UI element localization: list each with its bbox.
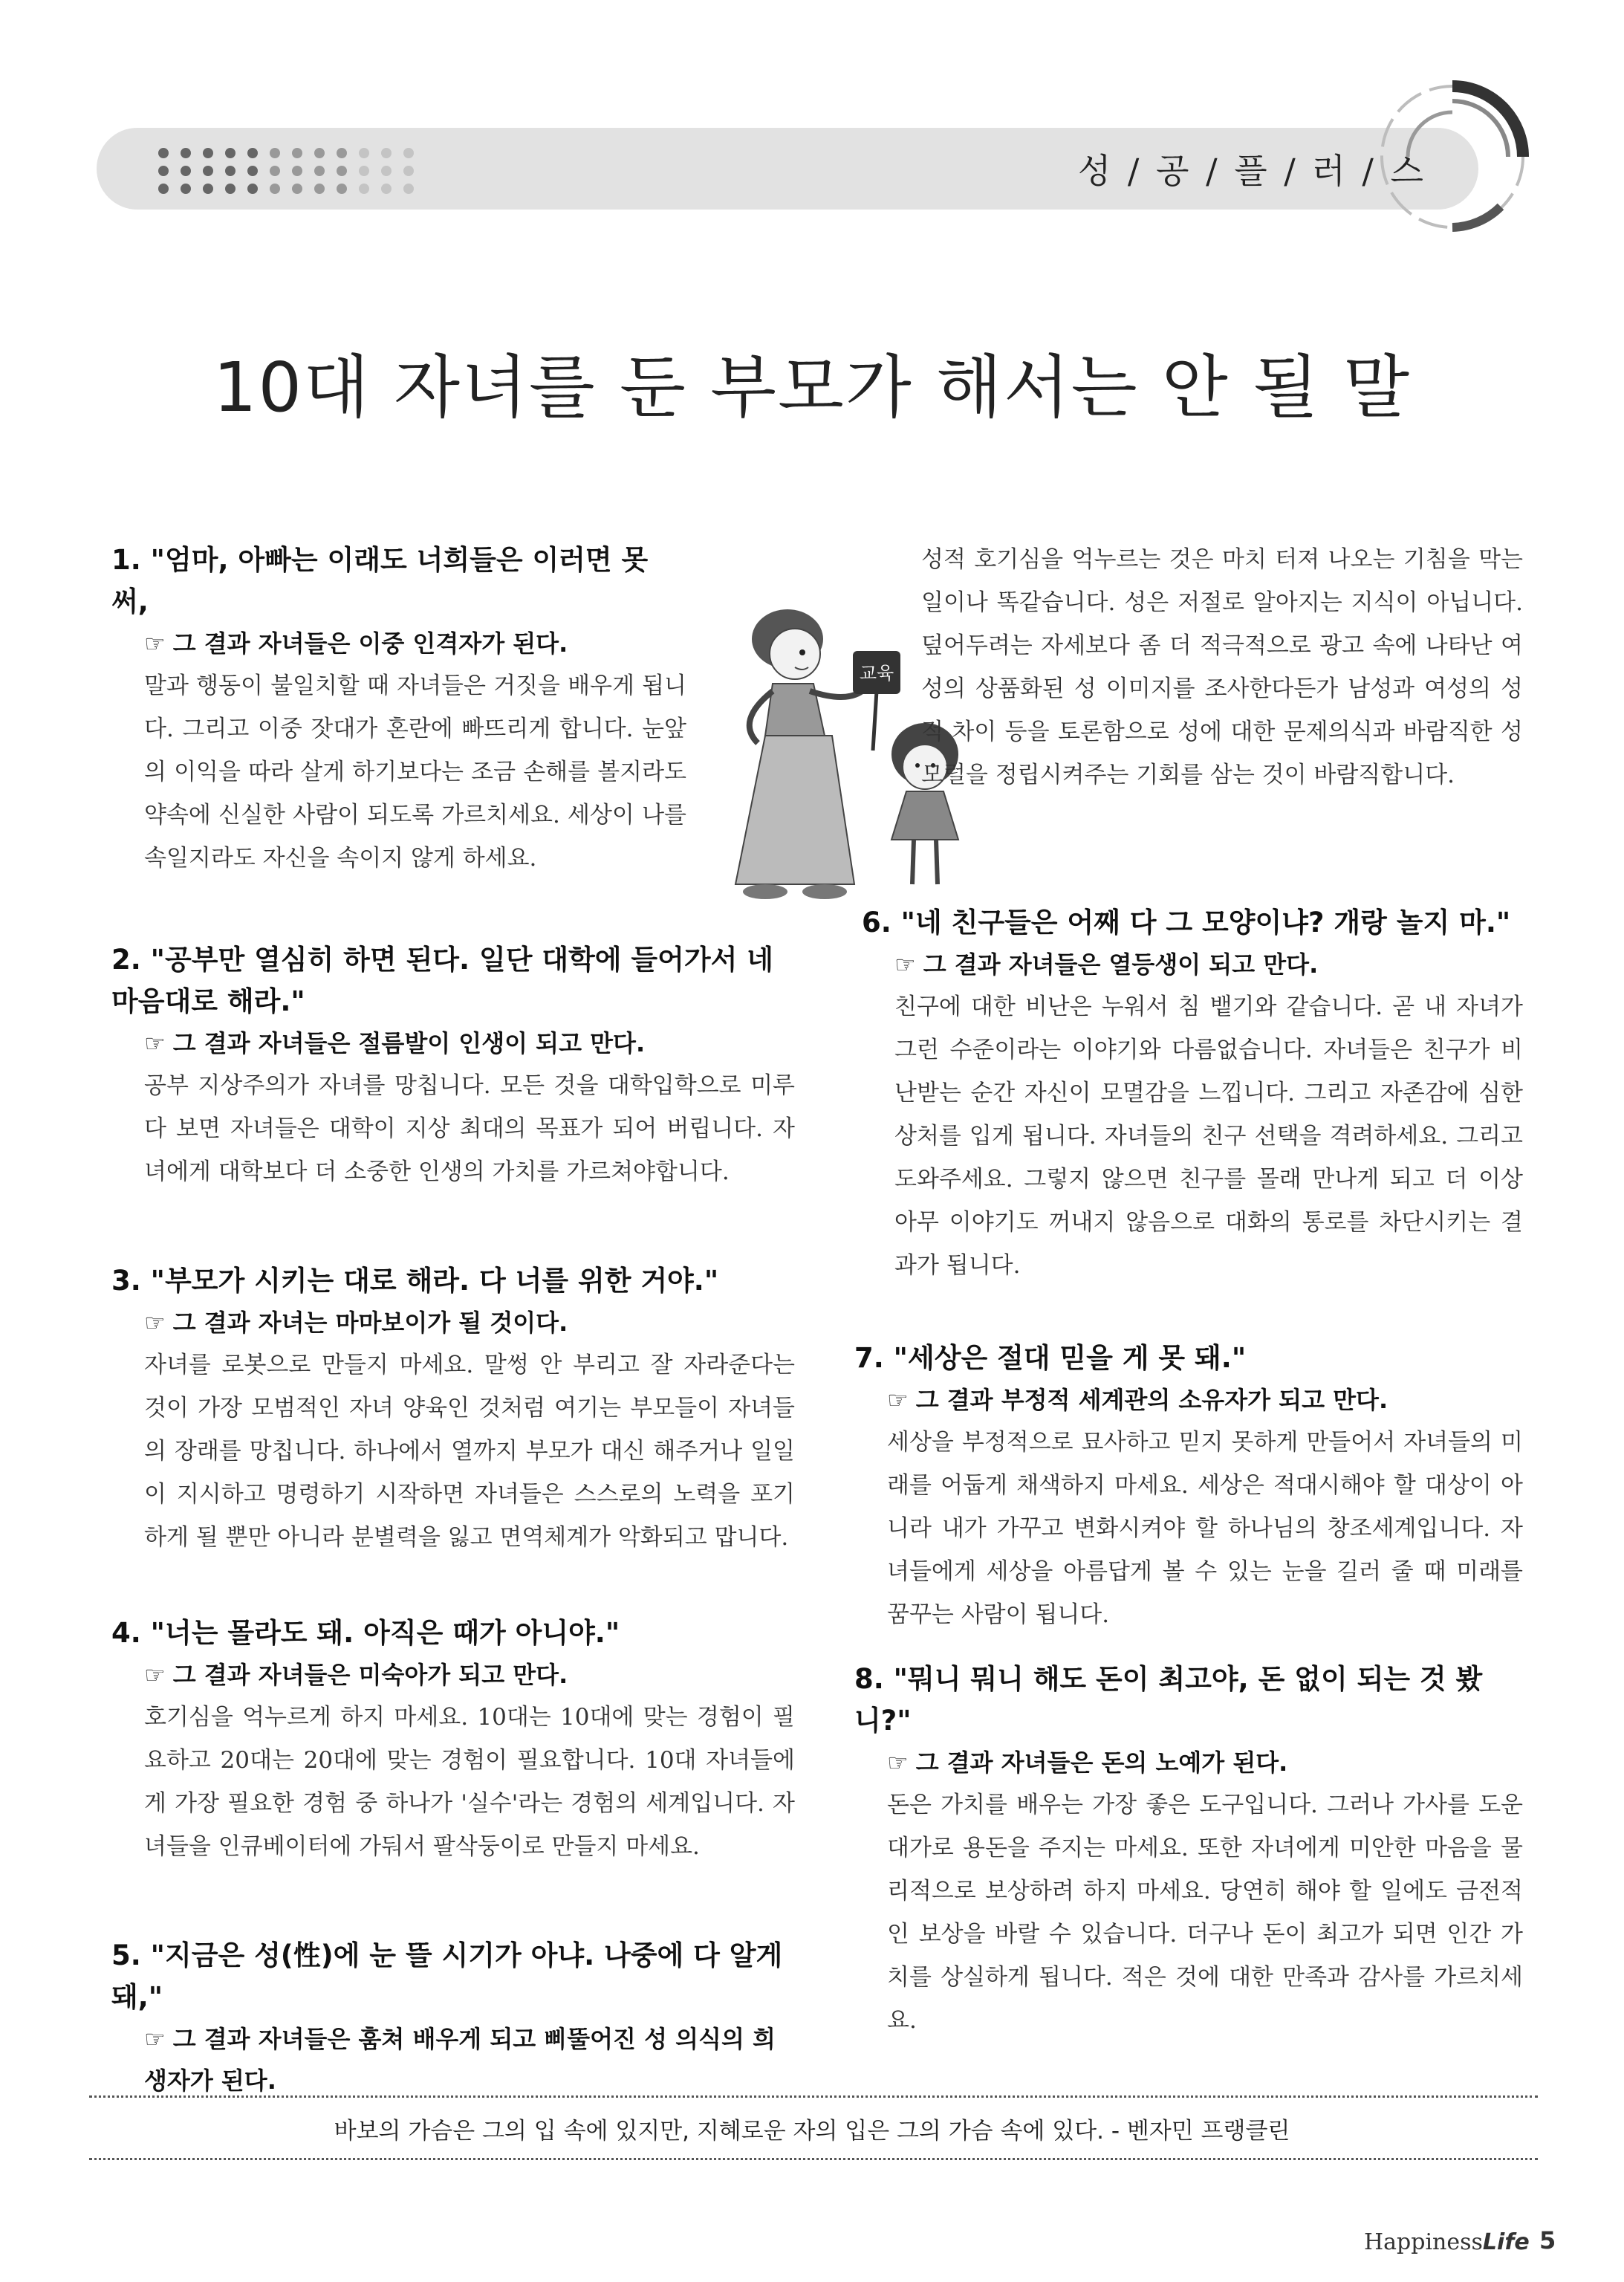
- decorative-dot: [381, 166, 392, 176]
- section-3-result: ☞ 그 결과 자녀는 마마보이가 될 것이다.: [144, 1309, 568, 1337]
- section-1: [111, 539, 686, 880]
- section-7-result: ☞ 그 결과 부정적 세계관의 소유자가 되고 만다.: [887, 1386, 1388, 1414]
- decorative-dot: [403, 166, 414, 176]
- section-8-heading: 8. "뭐니 뭐니 해도 돈이 최고야, 돈 없이 되는 것 봤니?": [854, 1663, 1483, 1737]
- brand-logo: HappinessLife: [1364, 2229, 1530, 2255]
- section-1-heading: 1. "엄마, 아빠는 이래도 너희들은 이러면 못 써,: [111, 544, 649, 617]
- section-6-heading: 6. "네 친구들은 어째 다 그 모양이냐? 개랑 놀지 마.": [862, 907, 1511, 939]
- decorative-dot: [203, 148, 213, 158]
- decorative-dot: [359, 166, 369, 176]
- decorative-dot: [247, 166, 258, 176]
- decorative-dot: [403, 184, 414, 194]
- section-5-heading: 5. "지금은 성(性)에 눈 뜰 시기가 아냐. 나중에 다 알게 돼,": [111, 1939, 783, 2013]
- decorative-dot: [225, 148, 236, 158]
- decorative-dot: [359, 184, 369, 194]
- section-5: [111, 1935, 795, 2101]
- pointing-hand-icon: ☞: [887, 1748, 909, 1777]
- section-3: [111, 1260, 795, 1559]
- section-7-heading: 7. "세상은 절대 믿을 게 못 돼.": [854, 1342, 1247, 1374]
- decorative-dot: [292, 166, 302, 176]
- section-4: [111, 1612, 795, 1868]
- section-3-body: 자녀를 로봇으로 만들지 마세요. 말썽 안 부리고 잘 자라준다는 것이 가장 모범적인 자녀 양육인 것처럼 여기는 부모들이 자녀들의 장래를 망칩니다. 하나에서 열까지 부모가 대신 해주거나 일일이 지시하고 명령하기 시작하면 자녀들은 스스로의 노력을 포기하게 될 뿐만 아니라 분별력을 잃고 면역체계가 악화되고 맙니다.: [144, 1352, 795, 1551]
- section-2-heading: 2. "공부만 열심히 하면 된다. 일단 대학에 들어가서 네 마음대로 해라.": [111, 944, 774, 1017]
- footer-divider-top: [89, 2095, 1538, 2098]
- section-5-continued: [921, 538, 1523, 797]
- decorative-dot: [314, 166, 325, 176]
- section-8-body: 돈은 가치를 배우는 가장 좋은 도구입니다. 그러나 가사를 도운 대가로 용돈을 주지는 마세요. 또한 자녀에게 미안한 마음을 물리적으로 보상하려 하지 마세요. 당연히 해야 할 일에도 금전적인 보상을 바랄 수 있습니다. 더구나 돈이 최고가 되면 인간 가치를 상실하게 됩니다. 적은 것에 대한 만족과 감사를 가르치세요.: [887, 1792, 1523, 2034]
- section-5-body: 성적 호기심을 억누르는 것은 마치 터져 나오는 기침을 막는 일이나 똑같습니다. 성은 저절로 알아지는 지식이 아닙니다. 덮어두려는 자세보다 좀 더 적극적으로 광고 속에 나타난 여성의 상품화된 성 이미지를 조사한다든가 남성과 여성의 성적 차이 등을 토론함으로 성에 대한 문제의식과 바람직한 성 모럴을 정립시켜주는 기회를 삼는 것이 바람직합니다.: [921, 546, 1523, 788]
- decorative-dot: [225, 166, 236, 176]
- decorative-dot: [158, 184, 169, 194]
- decorative-dot: [158, 148, 169, 158]
- decorative-dot: [314, 184, 325, 194]
- decorative-dot: [203, 184, 213, 194]
- section-4-heading: 4. "너는 몰라도 돼. 아직은 때가 아니야.": [111, 1617, 620, 1649]
- section-2-result: ☞ 그 결과 자녀들은 절름발이 인생이 되고 만다.: [144, 1029, 646, 1057]
- decorative-dot: [181, 166, 191, 176]
- section-1-result: ☞ 그 결과 자녀들은 이중 인격자가 된다.: [144, 629, 568, 658]
- decorative-dot: [337, 148, 347, 158]
- section-6-body: 친구에 대한 비난은 누워서 침 뱉기와 같습니다. 곧 내 자녀가 그런 수준이라는 이야기와 다름없습니다. 자녀들은 친구가 비난받는 순간 자신이 모멸감을 느낍니다. 그리고 자존감에 심한 상처를 입게 됩니다. 자녀들의 친구 선택을 격려하세요. 그리고 도와주세요. 그렇지 않으면 친구를 몰래 만나게 되고 더 이상 아무 이야기도 꺼내지 않음으로 대화의 통로를 차단시키는 결과가 됩니다.: [894, 993, 1523, 1279]
- pointing-hand-icon: ☞: [144, 2025, 166, 2053]
- decorative-dot: [158, 166, 169, 176]
- footer-quote: 바보의 가슴은 그의 입 속에 있지만, 지혜로운 자의 입은 그의 가슴 속에 있다. - 벤자민 프랭클린: [334, 2118, 1290, 2145]
- section-label: 성 / 공 / 플 / 러 / 스: [1077, 151, 1426, 191]
- decorative-dot: [381, 184, 392, 194]
- section-6-result: ☞ 그 결과 자녀들은 열등생이 되고 만다.: [894, 950, 1319, 979]
- section-1-body: 말과 행동이 불일치할 때 자녀들은 거짓을 배우게 됩니다. 그리고 이중 잣대가 혼란에 빠뜨리게 합니다. 눈앞의 이익을 따라 살게 하기보다는 조금 손해를 볼지라도 약속에 신실한 사람이 되도록 가르치세요. 세상이 나를 속일지라도 자신을 속이지 않게 하세요.: [144, 672, 686, 872]
- sign-text: 교육: [859, 663, 894, 684]
- decorative-dot: [203, 166, 213, 176]
- pointing-hand-icon: ☞: [144, 1029, 166, 1057]
- decorative-dot: [270, 184, 280, 194]
- section-2-body: 공부 지상주의가 자녀를 망칩니다. 모든 것을 대학입학으로 미루다 보면 자녀들은 대학이 지상 최대의 목표가 되어 버립니다. 자녀에게 대학보다 더 소중한 인생의 가치를 가르쳐야합니다.: [144, 1072, 795, 1185]
- pointing-hand-icon: ☞: [144, 1661, 166, 1689]
- dot-pattern-decoration: [156, 146, 438, 198]
- section-8: [854, 1659, 1523, 2042]
- footer-divider-bottom: [89, 2158, 1538, 2160]
- section-4-body: 호기심을 억누르게 하지 마세요. 10대는 10대에 맞는 경험이 필요하고 20대는 20대에 맞는 경험이 필요합니다. 10대 자녀들에게 가장 필요한 경험 중 하나가 '실수'라는 경험의 세계입니다. 자녀들을 인큐베이터에 가둬서 팔삭둥이로 만들지 마세요.: [144, 1704, 795, 1860]
- section-4-result: ☞ 그 결과 자녀들은 미숙아가 되고 만다.: [144, 1661, 568, 1689]
- section-3-heading: 3. "부모가 시키는 대로 해라. 다 너를 위한 거야.": [111, 1265, 719, 1297]
- decorative-dot: [270, 166, 280, 176]
- pointing-hand-icon: ☞: [894, 950, 916, 979]
- page-number: 5: [1539, 2226, 1556, 2255]
- section-7-body: 세상을 부정적으로 묘사하고 믿지 못하게 만들어서 자녀들의 미래를 어둡게 채색하지 마세요. 세상은 적대시해야 할 대상이 아니라 내가 가꾸고 변화시켜야 할 하나님의 창조세계입니다. 자녀들에게 세상을 아름답게 볼 수 있는 눈을 길러 줄 때 미래를 꿈꾸는 사람이 됩니다.: [887, 1429, 1523, 1628]
- brand-logo-accent: Life: [1482, 2229, 1530, 2255]
- decorative-dot: [314, 148, 325, 158]
- decorative-dot: [270, 148, 280, 158]
- section-2: [111, 939, 795, 1193]
- ring-decoration-icon: [1374, 79, 1545, 250]
- section-5-result: ☞ 그 결과 자녀들은 훔쳐 배우게 되고 삐뚤어진 성 의식의 희생자가 된다.: [144, 2025, 776, 2095]
- section-6: [862, 902, 1523, 1287]
- page-title: 10대 자녀를 둔 부모가 해서는 안 될 말: [213, 348, 1411, 427]
- section-7: [854, 1338, 1523, 1636]
- pointing-hand-icon: ☞: [144, 1309, 166, 1337]
- pointing-hand-icon: ☞: [887, 1386, 909, 1414]
- decorative-dot: [381, 148, 392, 158]
- section-8-result: ☞ 그 결과 자녀들은 돈의 노예가 된다.: [887, 1748, 1288, 1777]
- pointing-hand-icon: ☞: [144, 629, 166, 658]
- decorative-dot: [225, 184, 236, 194]
- decorative-dot: [292, 148, 302, 158]
- decorative-dot: [181, 184, 191, 194]
- decorative-dot: [403, 148, 414, 158]
- decorative-dot: [359, 148, 369, 158]
- decorative-dot: [247, 184, 258, 194]
- decorative-dot: [247, 148, 258, 158]
- decorative-dot: [337, 184, 347, 194]
- decorative-dot: [292, 184, 302, 194]
- decorative-dot: [337, 166, 347, 176]
- decorative-dot: [181, 148, 191, 158]
